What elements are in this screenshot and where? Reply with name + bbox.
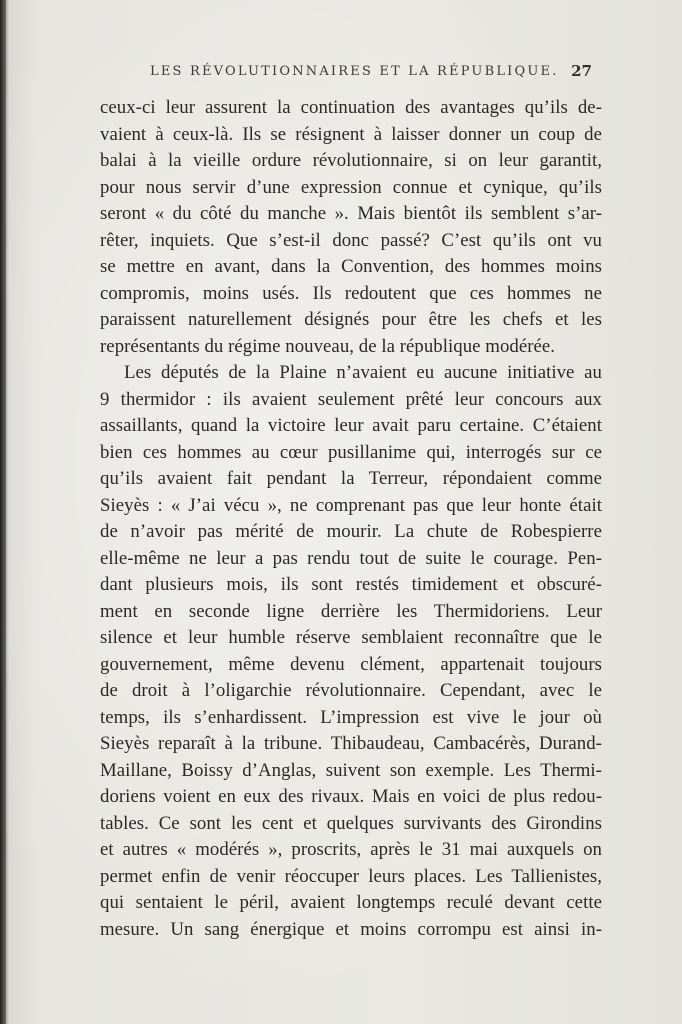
text-line: et autres « modérés », proscrits, après le 31 mai auxquels on [100, 839, 602, 860]
page-number: 27 [571, 62, 592, 80]
text-line: mesure. Un sang énergique et moins corrompu est ainsi in- [100, 918, 602, 940]
text-line: Sieyès reparaît à la tribune. Thibaudeau, Cambacérès, Durand- [100, 733, 602, 754]
text-line: se mettre en avant, dans la Convention, des hommes moins [100, 256, 602, 277]
text-line: doriens voient en eux des rivaux. Mais en voici de plus redou- [100, 786, 602, 807]
text-line: silence et leur humble réserve semblaient reconnaître que le [100, 627, 602, 648]
text-line: compromis, moins usés. Ils redoutent que ces hommes ne [100, 282, 602, 304]
text-line-paragraph-start: Les députés de la Plaine n’avaient eu aucune initiative au [124, 362, 602, 383]
text-line: tables. Ce sont les cent et quelques survivants des Girondins [100, 812, 602, 834]
text-line: Sieyès : « J’ai vécu », ne comprenant pas que leur honte était [100, 494, 602, 516]
text-line: assaillants, quand la victoire leur avait paru certaine. C’étaient [100, 415, 602, 436]
text-line: dant plusieurs mois, ils sont restés timidement et obscuré- [100, 574, 602, 595]
text-line: elle-même ne leur a pas rendu tout de suite le courage. Pen- [100, 547, 602, 569]
text-line: pour nous servir d’une expression connue et cynique, qu’ils [100, 176, 602, 198]
page-binding-edge [0, 0, 6, 1024]
text-line: qu’ils avaient fait pendant la Terreur, répondaient comme [100, 468, 602, 489]
text-line: ceux-ci leur assurent la continuation des avantages qu’ils de- [100, 97, 602, 118]
text-line: permet enfin de venir réoccuper leurs places. Les Tallienistes, [100, 865, 602, 887]
text-line: temps, ils s’enhardissent. L’impression est vive le jour où [100, 706, 602, 728]
text-line: Maillane, Boissy d’Anglas, suivent son exemple. Les Thermi- [100, 759, 602, 781]
text-line: seront « du côté du manche ». Mais bientôt ils semblent s’ar- [100, 203, 602, 224]
text-line: qui sentaient le péril, avaient longtemps reculé devant cette [100, 892, 602, 913]
text-line: rêter, inquiets. Que s’est-il donc passé? C’est qu’ils ont vu [100, 229, 602, 251]
text-line: représentants du régime nouveau, de la république modérée. [100, 335, 556, 357]
text-line: 9 thermidor : ils avaient seulement prêté leur concours aux [100, 388, 602, 410]
text-line: ment en seconde ligne derrière les Thermidoriens. Leur [100, 600, 602, 622]
text-line: paraissent naturellement désignés pour être les chefs et les [100, 309, 602, 330]
text-line: gouvernement, même devenu clément, appartenait toujours [100, 653, 602, 675]
page-header [150, 60, 602, 84]
text-line: de droit à l’oligarchie révolutionnaire. Cependant, avec le [100, 680, 602, 701]
text-line: balai à la vieille ordure révolutionnaire, si on leur garantit, [100, 150, 602, 171]
text-line: vaient à ceux-là. Ils se résignent à laisser donner un coup de [100, 123, 602, 145]
text-line: de n’avoir pas mérité de mourir. La chute de Robespierre [100, 521, 602, 542]
body-text [100, 95, 602, 943]
running-title: LES RÉVOLUTIONNAIRES ET LA RÉPUBLIQUE. [150, 64, 559, 79]
text-line: bien ces hommes au cœur pusillanime qui, interrogés sur ce [100, 441, 602, 463]
